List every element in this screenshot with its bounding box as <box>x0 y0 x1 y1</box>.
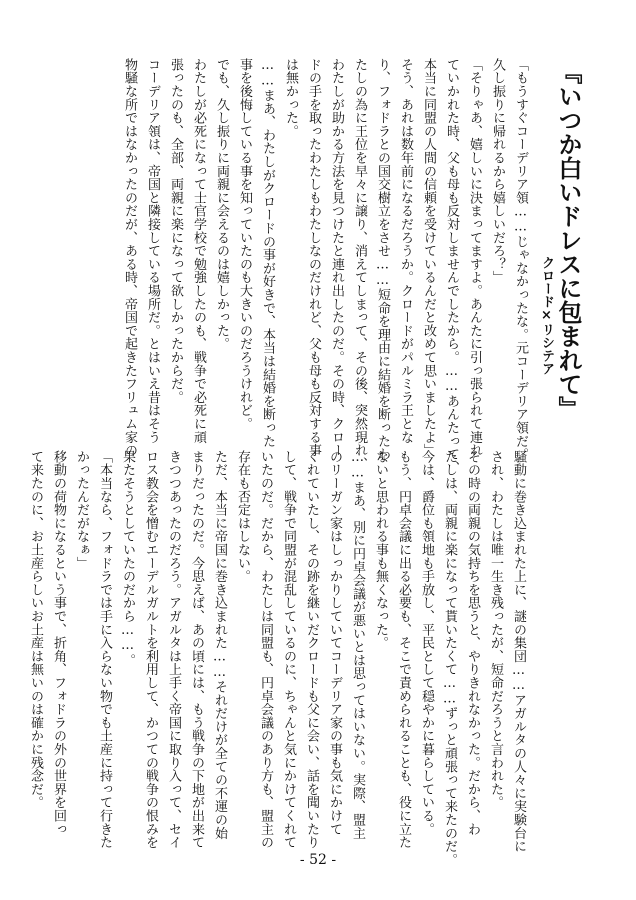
text-line: たしは、両親に楽になって貰いたくて……ずっと頑張って来たのだ。 <box>442 450 457 867</box>
text-line: 事を後悔している事を知っていたのも大きいのだろうけれど。 <box>237 58 252 431</box>
text-line: 久し振りに帰れるから嬉しいだろ？」 <box>490 58 505 285</box>
text-line: 騒動に巻き込まれた上に、謎の集団……アガルタの人々に実験台に <box>511 450 526 853</box>
text-line: わたしが助かる方法を見つけたと連れ出したのだ。その時、クロー <box>329 58 344 457</box>
text-line: り、フォドラとの国交樹立をさせ……短命を理由に結婚を断ったわ <box>375 58 390 461</box>
text-line: 果たそうとしていたのだから……。 <box>120 450 135 667</box>
text-line: その時の両親の気持ちを思うと、やりきれなかった。だから、わ <box>465 450 480 836</box>
text-line: のリーガン家はしっかりしていてコーデリア家の事も気にかけて <box>327 450 342 836</box>
text-line: 存在も否定はしない。 <box>235 450 250 583</box>
text-line: 「もうすぐコーデリア領……じゃなかったな。元コーデリア領だ。 <box>513 58 528 461</box>
text-line: もう、円卓会議に出る必要も、そこで責められることも、役に立た <box>396 450 411 849</box>
text-line: ないと思われる事も無くなった。 <box>373 450 388 650</box>
text-line: 張ったのも、全部、両親に楽になって欲しかったからだ。 <box>168 58 183 404</box>
text-line: 物騒な所ではなかったのだが、ある時、帝国で起きたフリュム家の <box>122 58 137 457</box>
text-line: ただ、本当に帝国に巻き込まれた……それだけが全ての不運の始 <box>212 450 227 840</box>
text-line: たしの為に王位を早々に譲り、消えてしまって、その後、突然現れ、 <box>352 58 367 471</box>
text-line: わたしが必死になって士官学校で勉強したのも、戦争で必死に頑 <box>191 58 206 444</box>
text-line: 「本当なら、フォドラでは手に入らない物でも土産に持って行きた <box>97 450 112 849</box>
text-line: 「そりゃあ、嬉しいに決まってますよ。あんたに引っ張られて連れ <box>467 58 482 457</box>
text-line: て来たのに、お土産らしいお土産は無いのは確かに残念だ。 <box>28 450 43 810</box>
text-line: され、わたしは唯一生き残ったが、短命だろうと言われた。 <box>488 450 503 810</box>
text-line: 本当に同盟の人間の信頼を受けているんだと改めて思いましたよ」 <box>421 58 436 457</box>
text-line: そう、あれは数年前になるだろうか。クロードがパルミラ王とな <box>398 58 413 444</box>
text-line: 移動の荷物になるという事で、折角、フォドラの外の世界を回っ <box>51 450 66 836</box>
text-line: ……まあ、わたしがクロードの事が好きで、本当は結婚を断った <box>260 58 275 448</box>
text-line: して、戦争で同盟が混乱しているのに、ちゃんと気にかけてくれて <box>281 450 296 849</box>
text-line: くれていたし、その跡を継いだクロードも父に会い、話を聞いたり <box>304 450 319 849</box>
story-title: 『いつか白いドレスに包まれて』 <box>554 60 582 420</box>
text-line: でも、久し振りに両親に会えるのは嬉しかった。 <box>214 58 229 351</box>
text-line: ていかれた時、父も母も反対しませんでしたから。……あんたって、 <box>444 58 459 475</box>
text-line: 今は、爵位も領地も手放し、平民として穏やかに暮らしている。 <box>419 450 434 836</box>
text-line: ドの手を取ったわたしもわたしなのだけれど、父も母も反対する事 <box>306 58 321 457</box>
text-line: かったんだがなぁ」 <box>74 450 89 570</box>
body-text-upper <box>96 58 532 475</box>
text-line: ……まあ、別に円卓会議が悪いとは思ってはいない。実際、盟主 <box>350 450 365 840</box>
text-line: コーデリア領は、帝国と隣接している場所だ。とはいえ昔はそう <box>145 58 160 444</box>
text-line: いたのだ。だから、わたしは同盟も、円卓会議のあり方も、盟主の <box>258 450 273 849</box>
text-line: きつつあったのだろう。アガルタは上手く帝国に取り入って、セイ <box>166 450 181 849</box>
text-line: まりだったのだ。今思えば、あの頃には、もう戦争の下地が出来て <box>189 450 204 849</box>
text-line: ロス教会を憎むエーデルガルトを利用して、かつての戦争の恨みを <box>143 450 158 849</box>
text-line: は無かった。 <box>283 58 298 138</box>
pairing-label: クロード×リシテア <box>539 256 554 375</box>
page-number: - 52 - <box>299 852 337 868</box>
